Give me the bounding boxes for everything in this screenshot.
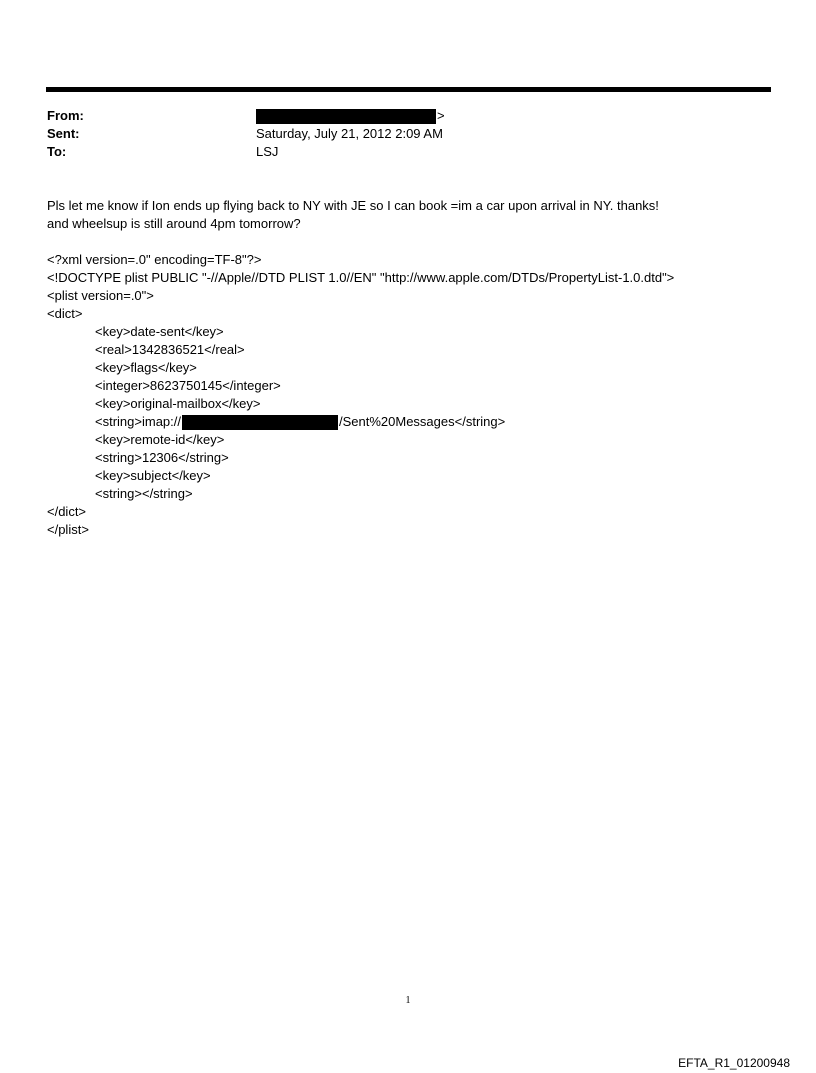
sent-value: Saturday, July 21, 2012 2:09 AM	[256, 126, 443, 141]
sent-row	[47, 125, 747, 143]
to-value: LSJ	[256, 144, 279, 159]
from-row	[47, 107, 747, 125]
message-line: Pls let me know if Ion ends up flying back to NY with JE so I can book =im a car upon arrival in NY. thanks!	[47, 198, 659, 213]
dict-entry-imap	[47, 413, 767, 431]
dict-entry: <real>1342836521</real>	[95, 342, 245, 357]
from-label: From:	[47, 108, 84, 123]
message-body	[47, 197, 767, 539]
dict-entry: <key>date-sent</key>	[95, 324, 224, 339]
redaction-block	[256, 109, 436, 124]
document-id: EFTA_R1_01200948	[678, 1056, 790, 1070]
header-rule	[46, 87, 771, 92]
plist-close: </plist>	[47, 522, 89, 537]
dict-entry: <key>original-mailbox</key>	[95, 396, 261, 411]
from-value	[256, 107, 445, 125]
dict-entry: <key>flags</key>	[95, 360, 197, 375]
dict-close: </dict>	[47, 504, 87, 519]
dict-entry: <string>12306</string>	[95, 450, 229, 465]
imap-prefix: <string>imap://	[95, 414, 181, 429]
dict-entry: <integer>8623750145</integer>	[95, 378, 281, 393]
plist-open: <plist version=.0">	[47, 288, 154, 303]
page-number: 1	[405, 995, 411, 1006]
dict-entry: <key>remote-id</key>	[95, 432, 225, 447]
dict-entry: <string></string>	[95, 486, 193, 501]
sent-label: Sent:	[47, 126, 80, 141]
from-suffix: >	[437, 108, 445, 123]
xml-declaration: <?xml version=.0" encoding=TF-8"?>	[47, 252, 262, 267]
redaction-block	[182, 415, 338, 430]
imap-suffix: /Sent%20Messages</string>	[339, 414, 506, 429]
doctype-line: <!DOCTYPE plist PUBLIC "-//Apple//DTD PLIST 1.0//EN" "http://www.apple.com/DTDs/PropertyList-1.0.dtd">	[47, 270, 675, 285]
message-line: and wheelsup is still around 4pm tomorrow?	[47, 216, 301, 231]
dict-entry: <key>subject</key>	[95, 468, 211, 483]
dict-open: <dict>	[47, 306, 83, 321]
blank-line	[47, 233, 767, 251]
to-label: To:	[47, 144, 67, 159]
to-row	[47, 143, 747, 161]
